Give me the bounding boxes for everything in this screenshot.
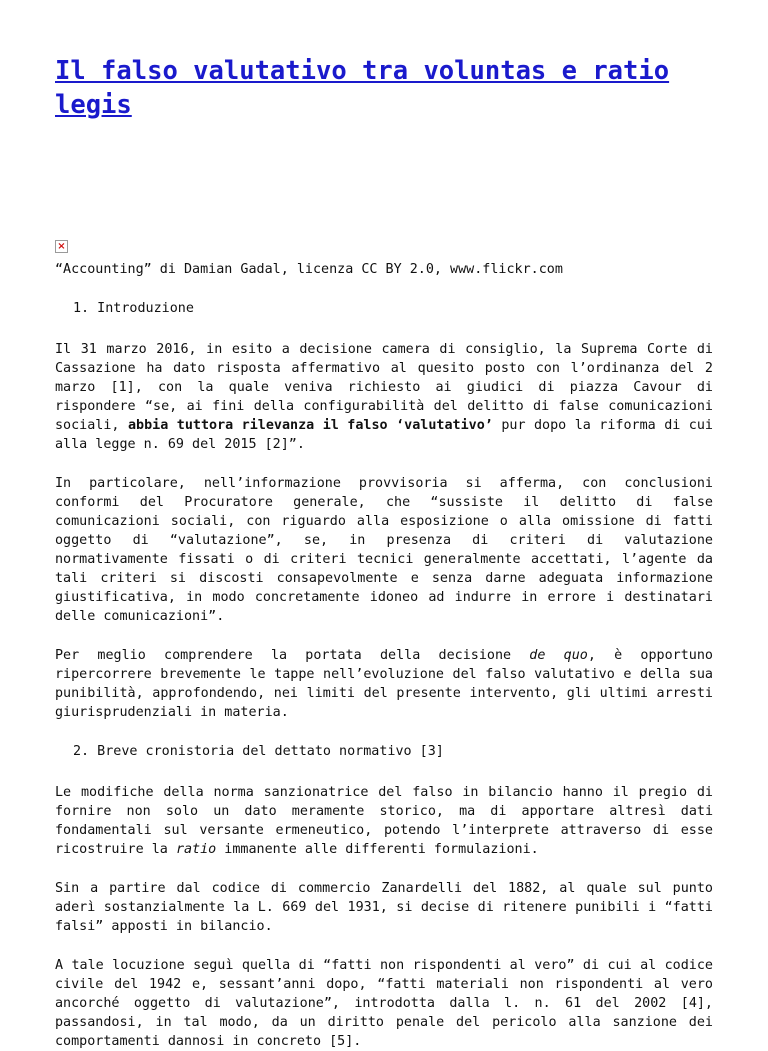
paragraph-5: Sin a partire dal codice di commercio Zanardelli del 1882, al quale sul punto aderì sostanzialmente la L. 669 del 1931, si decise di ritenere punibili i “fatti falsi” apposti in bilancio. [55, 881, 713, 934]
section-heading-cronistoria: 2. Breve cronistoria del dettato normativo [3] [73, 744, 444, 759]
paragraph-3-text-a: Per meglio comprendere la portata della decisione [55, 648, 530, 663]
section-heading-introduzione: 1. Introduzione [73, 301, 194, 316]
article-title-link[interactable]: Il falso valutativo tra voluntas e ratio legis [55, 56, 670, 120]
paragraph-3-text-b: , è opportuno ripercorrere brevemente le tappe nell’evoluzione del falso valutativo e della sua punibilità, approfondendo, nei limiti del presente intervento, gli ultimi arresti giurisprudenziali in materia. [55, 648, 713, 720]
paragraph-1-text-a: Il 31 marzo 2016, in esito a decisione camera di consiglio, la Suprema Corte di Cassazione ha dato risposta affermativo al quesito posto con l’ordinanza del 2 marzo [1], con la quale veniva richiesto ai giudici di piazza Cavour di rispondere “se, ai fini della configurabilità del delitto di false comunicazioni sociali, [55, 342, 713, 433]
paragraph-4-text-b: immanente alle differenti formulazioni. [216, 842, 539, 857]
paragraph-1-text-b: pur dopo la riforma di cui alla legge n. 69 del 2015 [2]”. [55, 418, 713, 452]
paragraph-3-italic: de quo [529, 648, 588, 663]
paragraph-4-text-a: Le modifiche della norma sanzionatrice del falso in bilancio hanno il pregio di fornire non solo un dato meramente storico, ma di apportare altresì dati fondamentali sul versante ermeneutico, potendo l’interprete attraverso di esse ricostruire la [55, 785, 713, 857]
paragraph-4-italic: ratio [175, 842, 217, 857]
paragraph-1 [55, 340, 713, 454]
article-body [55, 260, 713, 1051]
image-caption: “Accounting” di Damian Gadal, licenza CC BY 2.0, www.flickr.com [55, 262, 563, 277]
paragraph-2: In particolare, nell’informazione provvisoria si afferma, con conclusioni conformi del Procuratore generale, che “sussiste il delitto di false comunicazioni sociali, con riguardo alla esposizione o alla omissione di fatti oggetto di “valutazione”, se, in presenza di criteri di valutazione normativamente fissati o di criteri tecnici generalmente accettati, l’agente da tali criteri si discosti consapevolmente e senza darne adeguata informazione giustificativa, in modo concretamente idoneo ad indurre in errore i destinatari delle comunicazioni”. [55, 476, 713, 624]
broken-image-icon: × [55, 240, 68, 253]
paragraph-4 [55, 783, 713, 859]
paragraph-1-bold: abbia tuttora rilevanza il falso ‘valutativo’ [127, 418, 493, 433]
paragraph-6: A tale locuzione seguì quella di “fatti non rispondenti al vero” di cui al codice civile del 1942 e, sessant’anni dopo, “fatti materiali non rispondenti al vero ancorché oggetto di valutazione”, introdotta dalla l. n. 61 del 2002 [4], passandosi, in tal modo, da un diritto penale del pericolo alla sanzione dei comportamenti dannosi in concreto [5]. [55, 958, 713, 1049]
paragraph-3 [55, 646, 713, 722]
